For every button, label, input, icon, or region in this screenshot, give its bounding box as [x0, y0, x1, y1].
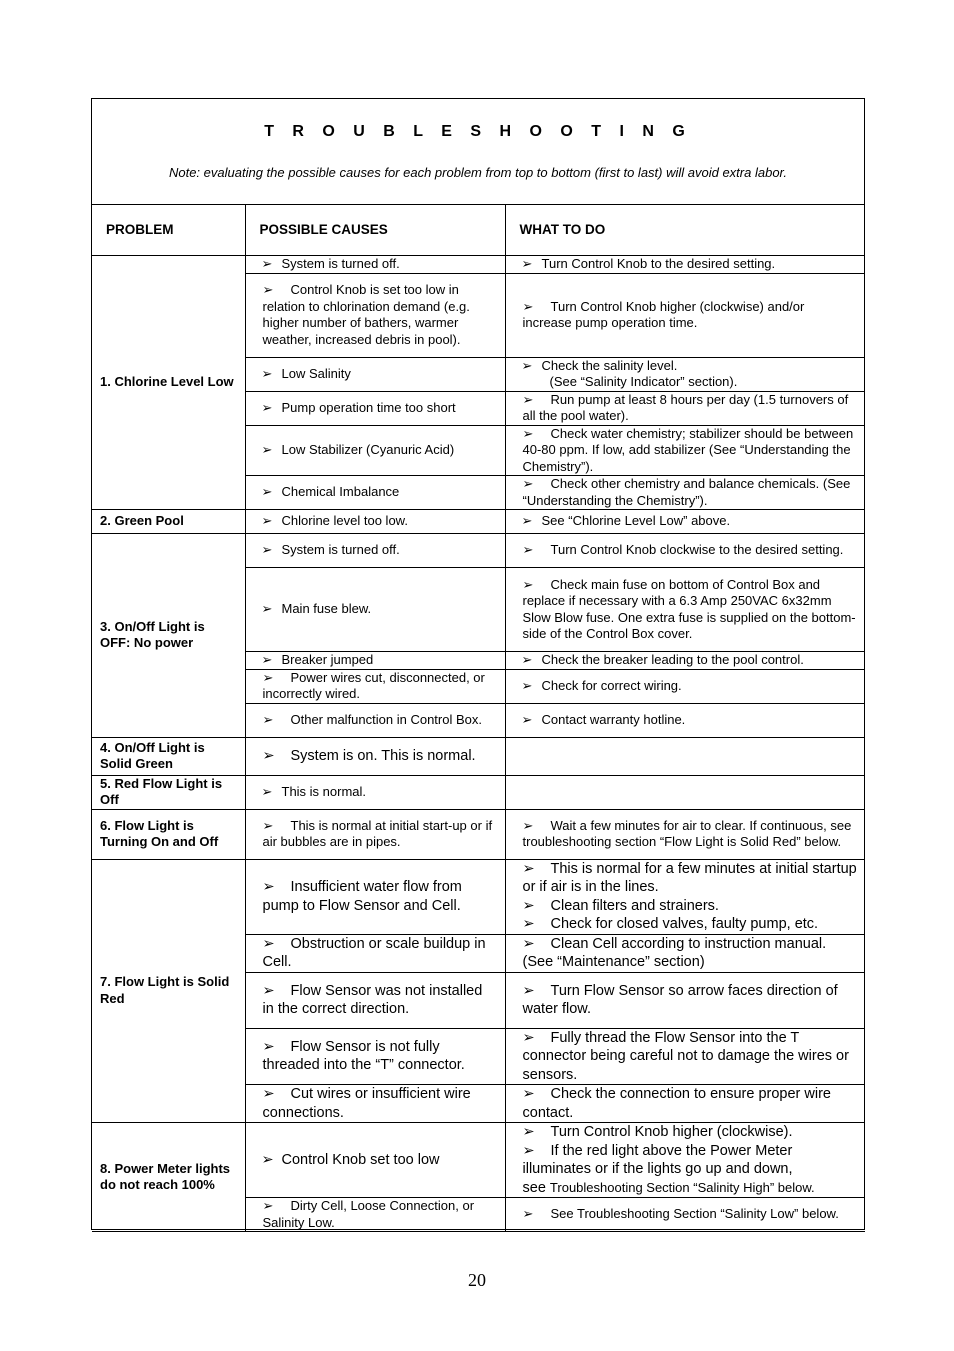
bullet-icon: ➢ [261, 442, 273, 457]
bullet-icon: ➢ [522, 817, 534, 833]
todo-cell: ➢ Turn Control Knob clockwise to the desired setting. [505, 534, 865, 568]
todo-cell: ➢ Fully thread the Flow Sensor into the T connector being careful not to damage the wires or sensors. [505, 1028, 865, 1085]
page-number: 20 [468, 1270, 486, 1290]
cause-cell: ➢ Other malfunction in Control Box. [245, 703, 505, 737]
bullet-icon: ➢ [522, 916, 535, 932]
todo-cell: ➢ Run pump at least 8 hours per day (1.5 turnovers of all the pool water). [505, 391, 865, 425]
todo-cell: ➢ Wait a few minutes for air to clear. If continuous, see troubleshooting section “Flow Light is Solid Red” below. [505, 809, 865, 859]
bullet-icon: ➢ [261, 1151, 274, 1168]
header-row [92, 205, 865, 256]
cause-cell: ➢ System is turned off. [245, 256, 505, 274]
bullet-icon: ➢ [522, 542, 534, 558]
cause-cell: ➢ Pump operation time too short [245, 391, 505, 425]
bullet-icon: ➢ [522, 982, 535, 999]
todo-cell [505, 737, 865, 775]
bullet-icon: ➢ [261, 484, 273, 500]
bullet-icon: ➢ [522, 1142, 535, 1159]
header-problem: PROBLEM [92, 205, 245, 256]
header-todo: WHAT TO DO [505, 205, 865, 256]
problem-cell: 1. Chlorine Level Low [92, 256, 245, 510]
bullet-icon: ➢ [261, 365, 273, 381]
bullet-icon: ➢ [262, 1198, 274, 1213]
cause-cell: ➢ Flow Sensor is not fully threaded into the “T” connector. [245, 1028, 505, 1085]
bullet-icon: ➢ [262, 711, 274, 727]
cause-cell: ➢ Low Stabilizer (Cyanuric Acid) [245, 425, 505, 476]
cause-cell: ➢ Control Knob is set too low in relation to chlorination demand (e.g. higher number of bathers, warmer weather, increased debris in pool). [245, 273, 505, 357]
bullet-icon: ➢ [522, 1206, 534, 1222]
todo-cell: ➢ Turn Flow Sensor so arrow faces direction of water flow. [505, 972, 865, 1028]
todo-cell: ➢ Check the connection to ensure proper wire contact. [505, 1085, 865, 1123]
bullet-icon: ➢ [522, 1029, 535, 1046]
todo-cell: ➢ Contact warranty hotline. [505, 703, 865, 737]
bullet-icon: ➢ [262, 1086, 275, 1102]
problem-cell: 5. Red Flow Light is Off [92, 775, 245, 809]
bullet-icon: ➢ [261, 652, 273, 667]
todo-cell: ➢ Clean Cell according to instruction manual. (See “Maintenance” section) [505, 934, 865, 972]
bullet-icon: ➢ [262, 879, 275, 895]
table-header-block [92, 99, 864, 205]
bullet-icon: ➢ [522, 576, 534, 592]
bullet-icon: ➢ [262, 982, 275, 999]
bullet-icon: ➢ [262, 817, 274, 833]
bullet-icon: ➢ [521, 256, 533, 271]
table-row [92, 1123, 865, 1198]
header-causes: POSSIBLE CAUSES [245, 205, 505, 256]
todo-cell: ➢ See Troubleshooting Section “Salinity Low” below. [505, 1198, 865, 1232]
bullet-icon: ➢ [261, 513, 273, 529]
todo-cell: ➢ Turn Control Knob higher (clockwise) and/or increase pump operation time. [505, 273, 865, 357]
bullet-icon: ➢ [261, 256, 273, 271]
todo-cell: ➢ Check the salinity level. (See “Salinity Indicator” section). [505, 357, 865, 391]
cause-cell: ➢ Low Salinity [245, 357, 505, 391]
bullet-icon: ➢ [262, 747, 275, 764]
todo-cell: ➢ This is normal for a few minutes at initial startup or if air is in the lines. ➢ Clean filters and strainers. ➢ Check for closed valves, faulty pump, etc. [505, 859, 865, 934]
problem-cell: 4. On/Off Light is Solid Green [92, 737, 245, 775]
table-row [92, 256, 865, 274]
cause-cell: ➢ Chlorine level too low. [245, 510, 505, 534]
table-row [92, 859, 865, 934]
bullet-icon: ➢ [522, 298, 534, 314]
todo-cell [505, 775, 865, 809]
problem-cell: 6. Flow Light is Turning On and Off [92, 809, 245, 859]
table-row [92, 510, 865, 534]
bullet-icon: ➢ [521, 513, 533, 529]
todo-cell: ➢ Check water chemistry; stabilizer should be between 40-80 ppm. If low, add stabilizer (See “Understanding the Chemistry”). [505, 425, 865, 476]
troubleshooting-table [92, 205, 865, 1232]
cause-cell: ➢ This is normal at initial start-up or if air bubbles are in pipes. [245, 809, 505, 859]
bullet-icon: ➢ [261, 783, 273, 799]
cause-cell: ➢ System is turned off. [245, 534, 505, 568]
table-row [92, 809, 865, 859]
todo-cell: ➢ Turn Control Knob to the desired setting. [505, 256, 865, 274]
cause-cell: ➢ Breaker jumped [245, 652, 505, 670]
bullet-icon: ➢ [262, 669, 274, 685]
cause-cell: ➢ Obstruction or scale buildup in Cell. [245, 934, 505, 972]
cause-cell: ➢ Flow Sensor was not installed in the correct direction. [245, 972, 505, 1028]
problem-cell: 2. Green Pool [92, 510, 245, 534]
page-title: T R O U B L E S H O O T I N G [264, 123, 692, 140]
bullet-icon: ➢ [262, 935, 275, 952]
cause-cell: ➢ Chemical Imbalance [245, 476, 505, 510]
todo-cell: ➢ Turn Control Knob higher (clockwise). ➢ If the red light above the Power Meter illuminates or if the lights go up and down, see Troubleshooting Section “Salinity High” below. [505, 1123, 865, 1198]
todo-cell: ➢ Check for correct wiring. [505, 669, 865, 703]
bullet-icon: ➢ [521, 357, 533, 373]
todo-cell: ➢ Check other chemistry and balance chemicals. (See “Understanding the Chemistry”). [505, 476, 865, 510]
bullet-icon: ➢ [522, 1086, 535, 1102]
cause-cell: ➢ Dirty Cell, Loose Connection, or Salinity Low. [245, 1198, 505, 1232]
bullet-icon: ➢ [521, 652, 533, 667]
bullet-icon: ➢ [261, 542, 273, 558]
bullet-icon: ➢ [522, 476, 534, 491]
cause-cell: ➢ Main fuse blew. [245, 568, 505, 652]
cause-cell: ➢ Control Knob set too low [245, 1123, 505, 1198]
bullet-icon: ➢ [522, 897, 535, 914]
bullet-icon: ➢ [262, 282, 274, 297]
note-text: Note: evaluating the possible causes for each problem from top to bottom (first to last) will avoid extra labor. [168, 165, 788, 180]
bullet-icon: ➢ [522, 425, 534, 441]
problem-cell: 8. Power Meter lights do not reach 100% [92, 1123, 245, 1232]
table-row [92, 534, 865, 568]
todo-cell: ➢ See “Chlorine Level Low” above. [505, 510, 865, 534]
bullet-icon: ➢ [522, 860, 535, 877]
problem-cell: 3. On/Off Light is OFF: No power [92, 534, 245, 738]
bullet-icon: ➢ [521, 677, 533, 693]
cause-cell: ➢ Power wires cut, disconnected, or incorrectly wired. [245, 669, 505, 703]
todo-cell: ➢ Check main fuse on bottom of Control Box and replace if necessary with a 6.3 Amp 250VAC 6x32mm Slow Blow fuse. One extra fuse is supplied on the bottom-side of the Control Box cover. [505, 568, 865, 652]
todo-cell: ➢ Check the breaker leading to the pool control. [505, 652, 865, 670]
bullet-icon: ➢ [522, 1124, 535, 1140]
table-row [92, 775, 865, 809]
cause-cell: ➢ This is normal. [245, 775, 505, 809]
cause-cell: ➢ System is on. This is normal. [245, 737, 505, 775]
bullet-icon: ➢ [522, 391, 534, 407]
table-row [92, 737, 865, 775]
bullet-icon: ➢ [261, 601, 273, 617]
cause-cell: ➢ Cut wires or insufficient wire connections. [245, 1085, 505, 1123]
bullet-icon: ➢ [262, 1038, 275, 1055]
cause-cell: ➢ Insufficient water flow from pump to Flow Sensor and Cell. [245, 859, 505, 934]
bullet-icon: ➢ [522, 935, 535, 952]
problem-cell: 7. Flow Light is Solid Red [92, 859, 245, 1123]
bullet-icon: ➢ [261, 399, 273, 415]
bullet-icon: ➢ [521, 711, 533, 727]
troubleshooting-frame [91, 98, 865, 1230]
